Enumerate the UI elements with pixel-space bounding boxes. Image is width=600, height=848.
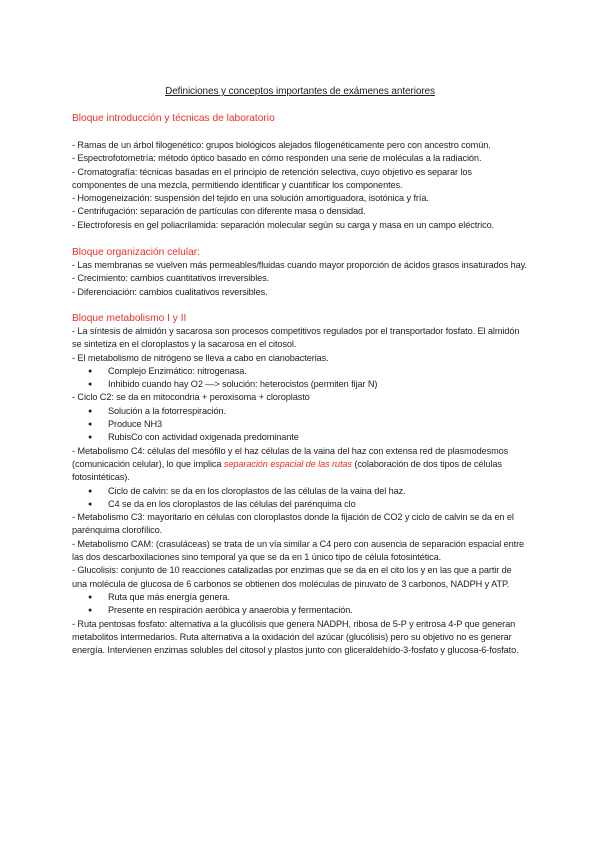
paragraph: - Glucolisis: conjunto de 10 reacciones catalizadas por enzimas que se da en el cito los y en las que a partir de una molécula de glucosa de 6 carbonos se obtienen dos moléculas de piruvato de 3 carbonos, NADPH y ATP. <box>72 565 512 589</box>
paragraph: - Homogeneización: suspensión del tejido en una solución amortiguadora, isotónica y fría. <box>72 193 429 204</box>
paragraph: - Espectrofotometría: método óptico basado en cómo responden una serie de moléculas a la radiación. <box>72 153 482 164</box>
paragraph: - Diferenciación: cambios cualitativos reversibles. <box>72 286 268 297</box>
paragraph: - Cromatografía: técnicas basadas en el principio de retención selectiva, cuyo objetivo es separar los componentes de una mezcla, permitiendo identificar y cuantificar los componentes. <box>72 166 472 190</box>
document-content <box>72 112 528 657</box>
list-item: ● C4 se da en los cloroplastos de las células del parénquima clo <box>72 498 528 511</box>
paragraph: - Centrifugación: separación de partículas con diferente masa o densidad. <box>72 206 366 217</box>
bullet-list <box>72 365 528 392</box>
highlighted-phrase: separación espacial de las rutas <box>223 458 352 469</box>
list-item: ● Ciclo de calvin: se da en los cloroplastos de las células de la vaina del haz. <box>72 485 528 498</box>
list-item: ● Solución a la fotorrespiración. <box>72 405 528 418</box>
paragraph: - La síntesis de almidón y sacarosa son procesos competitivos regulados por el transportador fosfato. El almidón se sintetiza en el cloroplastos y la sacarosa en el citosol. <box>72 325 520 350</box>
text-run: (colaboración de dos tipos de células fotosintéticas). <box>72 458 502 483</box>
section-heading-intro: Bloque introducción y técnicas de laboratorio <box>72 113 275 124</box>
paragraph: - Metabolismo C3: mayoritario en células con cloroplastos donde la fijación de CO2 y ciclo de calvin se da en el parénquima clorofílico. <box>72 512 514 536</box>
document-title: Definiciones y conceptos importantes de exámenes anteriores <box>165 86 435 97</box>
list-item: ● Presente en respiración aeróbica y anaerobia y fermentación. <box>72 604 528 617</box>
paragraph: - Metabolismo CAM: (crasuláceas) se trata de un vía similar a C4 pero con ausencia de separación espacial entre las dos descarboxilaciones sino temporal ya que se da en 1 único tipo de célula fotosintética. <box>72 538 525 563</box>
section-heading-metab: Bloque metabolismo I y II <box>72 312 187 324</box>
paragraph: - Crecimiento: cambios cuantitativos irreversibles. <box>72 273 270 284</box>
paragraph: - Electroforesis en gel poliacrilamida: separación molecular según su carga y masa en un campo eléctrico. <box>72 219 495 230</box>
bullet-list <box>72 591 528 618</box>
paragraph: - Ruta pentosas fosfato: alternativa a la glucólisis que genera NADPH, ribosa de 5-P y eritrosa 4-P que generan metabolitos intermedarios. Ruta alternativa a la oxidación del azúcar (glucólisis) pero su objetivo no es generar energía. Intervienen enzimas solubles del citosol y plastos junto con gliceraldehído-3-fosfato y glucosa-6-fosfato. <box>72 618 519 656</box>
paragraph: - Las membranas se vuelven más permeables/fluidas cuando mayor proporción de ácidos grasos insaturados hay. <box>72 260 527 271</box>
list-item: ● RubisCo con actividad oxigenada predominante <box>72 431 528 444</box>
bullet-list <box>72 405 528 445</box>
text-run: - Metabolismo C4: células del mesófilo y el haz células de la vaina del haz con extensa red de plasmodesmos (comunicación celular), lo que implica <box>72 445 509 469</box>
paragraph-c4 <box>72 445 528 485</box>
bullet-list <box>72 485 528 512</box>
section-heading-org: Bloque organización celular: <box>72 247 200 259</box>
list-item: ● Ruta que más energía genera. <box>72 591 528 604</box>
paragraph: - El metabolismo de nitrógeno se lleva a cabo en cianobacterias. <box>72 352 329 363</box>
list-item: ● Inhibido cuando hay O2 —> solución: heterocistos (permiten fijar N) <box>72 378 528 391</box>
list-item: ● Produce NH3 <box>72 418 528 431</box>
paragraph: - Ciclo C2: se da en mitocondria + peroxisoma + cloroplasto <box>72 392 310 403</box>
list-item: ● Complejo Enzimático: nitrogenasa. <box>72 365 528 378</box>
paragraph: - Ramas de un árbol filogenético: grupos biológicos alejados filogenéticamente pero con ancestro común. <box>72 140 491 150</box>
